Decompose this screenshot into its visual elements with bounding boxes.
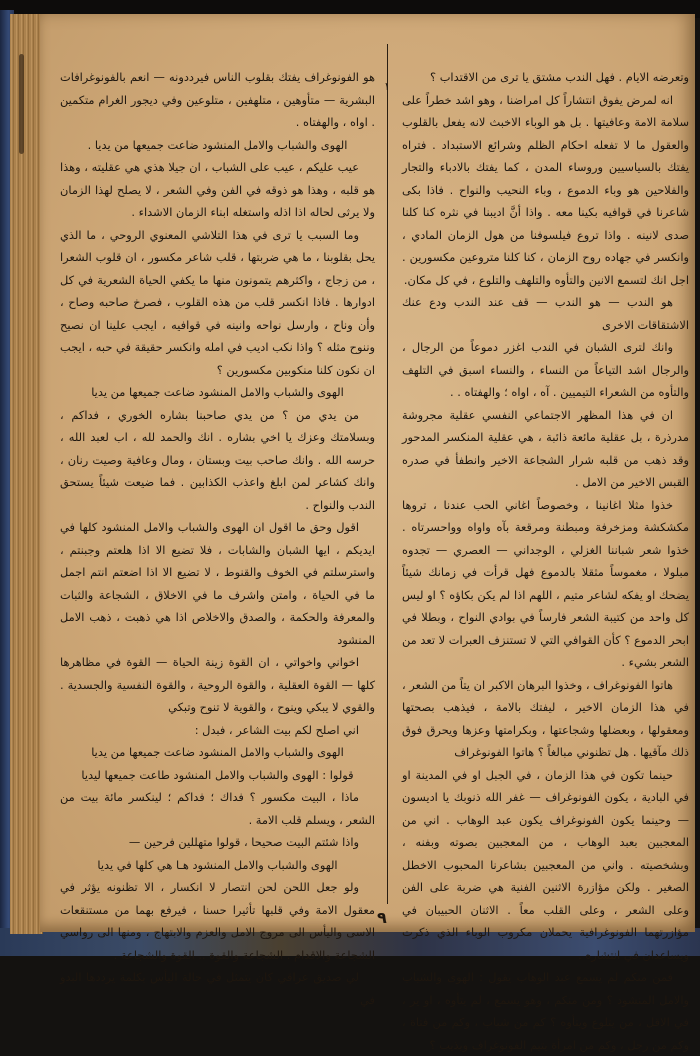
- paragraph: واذا شئتم البيت صحيحا ، قولوا متهللين فرحين —: [128, 835, 359, 849]
- paragraph: من يدي من ؟ من يدي صاحبنا بشاره الخوري ، فداكم ، وبسلامتك وعزك يا اخي بشاره . انك والحمد لله ، اب لعبد الله ، حرسه الله . وانك صاحب بيت وبستان ، ومال وعافية وصيت رنان ، وانك كشاعر لمن ابلغ واعذب الكذابين . فما ضيعت شيئاً يستحق الندب والنواح .: [60, 407, 375, 512]
- book-page: [40, 14, 695, 1052]
- right-column: [402, 66, 689, 1056]
- page-number: ٩: [377, 908, 387, 927]
- paragraph: اخواني واخواتي ، ان القوة زينة الحياة — القوة في مظاهرها كلها — القوة العقلية ، والقوة الروحية ، والقوة النفسية والجسدية . والقوي لا يبكي وينوح ، والقوية لا تنوح وتبكي: [60, 655, 375, 714]
- paragraph: هاتوا الفونوغراف ، وخذوا البرهان الاكبر ان يتاً من الشعر ، في هذا الزمان الاخير ، ليفتك بالامة ، فيذهب بصحتها ومعقولها ، وبعضلها وشجاعتها ، وبكرامتها وعزها ويحرق فوق ذلك مآقيها . هل تظنوني مبالغاً ؟ هاتوا الفونوغراف: [402, 677, 689, 759]
- paragraph: حينما تكون في هذا الزمان ، في الجبل او في المدينة او في البادية ، يكون الفونوغراف — غفر الله ذنوبك يا اديسون — وحينما يكون الفونوغراف يكون عبد الوهاب . اني من المعجبين بعبد الوهاب ، من المعجبين بصوته وبفنه ، وبشخصيته . واني من المعجبين بشاعرنا المحبوب الاخطل الصغير . ولكن مؤازرة الاثنين الفنية هي ضربة على الفن وعلى الشعر ، وعلى القلب معاً . الاثنان الحبيبان في مؤازرتهما الفونوغرافية يحملان مكروب الوباء الذي ذكرت ويساعدان في انتشاره .: [402, 767, 689, 962]
- paragraph: وانك لترى الشبان في الندب اغزر دموعاً من الرجال ، والرجال اشد التياعاً من النساء ، والنساء اسبق في التلهف والتأوه من الشعراء التيميين . آه ، اواه ؛ والهفتاه . .: [402, 340, 689, 399]
- page-edge-stain: [19, 54, 24, 154]
- paragraph: ان في هذا المظهر الاجتماعي النفسي عقلية مجروشة مدرذرة ، بل عقلية مائعة ذائبة ، هي عقلية المنكسر المدحور وقد ذهب من قلبه شرار الشجاعة الاخير وانطفأ في صدره القبس الاخير من الامل .: [402, 407, 689, 489]
- paragraph: هو الفونوغراف يفتك بقلوب الناس فيرددونه — انعم بالفونوغرافات البشرية — متأوهين ، متلهفين ، متلوعين وفي ديجور الغرام متكمين . اواه ، والهفتاه .: [60, 70, 375, 129]
- paragraph: ولو جعل اللحن لحن انتصار لا انكسار ، الا تظنونه يؤثر في معقول الامة وفي قلبها تأثيرا حسنا ، فيرفع بهما من مستنقعات الاسى واليأس الى مروج الامل والعزم والابتهاج ، ومنها الى رواسي الشجاعة والاقدام . الشجاعة والقوة .. القوة والشجاعة .: [60, 880, 375, 962]
- verse-line: الهوى والشباب والامل المنشود هـا هي كلها في يديا: [97, 857, 338, 872]
- verse-line: قولوا : الهوى والشباب والامل المنشود طاعت جميعها ليديا: [81, 767, 354, 782]
- left-column: [60, 66, 375, 1011]
- paragraph: فمن منكم لم يسمع عبد الوهاب يقول : الهوى والشباب والامل المنشود ؟ ومن منكم ، وهو يسمع ، لم يتأوه ، او ير ، في الاقل ، من يتلوع ويتأوه ؟ كم من شباب ، وكم من فتاة ، وكم من رجل ، وكم من امرأة يتيم الفونوغراف ويذيب ؟: [402, 970, 689, 1052]
- paragraph: وتعرضه الايام . فهل الندب مشتق يا ترى من الاقتداب ؟: [430, 70, 689, 84]
- column-mark: ١: [384, 80, 390, 93]
- verse-line: الهوى والشباب والامل المنشود ضاعت جميعها من يديا: [91, 745, 344, 759]
- verse-line: الهوى والشباب والامل المنشود ضاعت جميعها من يديا .: [87, 137, 348, 152]
- paragraph: خذوا مثلا اغانينا ، وخصوصاً اغاني الحب عندنا ، تروها مكشكشة ومزخرفة ومبطنة ومرقعة بآه واواه وواحسرتاه . خذوا شعر شباننا الغزلي ، الوجداني — العصري — تجدوه مبلولا ، مغموساً مثقلا بالدموع فهل قرأت في زمانك شيئاً يضحك او يفكه لشاعر متيم ، اللهم اذا لم يكن بكاؤه ؟ او ليس كل واحد من كتيبة الشعر فارساً في بوادي النواح ، وبطلا في ابحر الدموع ؟ كأن القوافي التي لا تستنزف العبرات لا تعد من الشعر بشيء .: [402, 497, 689, 669]
- paragraph: اني اصلح لكم بيت الشاعر ، فبدل :: [194, 722, 359, 737]
- column-divider: [387, 44, 388, 904]
- paragraph: وما السبب يا ترى في هذا التلاشي المعنوي الروحي ، ما الذي يحل بقلوبنا ، ما هي ضربتها ، قلب شاعر مكسور ، ان قلوب الشعرا ، من زجاج ، واكثرهم يتمونون منها ما يكفي الحياة الشعرية في كل ادوارها . فاذا انكسر قلب من هذه القلوب ، فصرخ صاحبه وصاح ، وأن وناح ، وارسل نواحه وانينه في قوافيه ، ايجب علينا ان نصيح وننوح مثله ؟ واذا نكب اديب في امله وانكسر حقيقة في حبه ، ايجب ان نكون كلنا منكوبين مكسورين ؟: [60, 227, 375, 377]
- paragraph: ماذا ، البيت مكسور ؟ فداك ؛ فداكم ؛ لينكسر مائة بيت من الشعر ، ويسلم قلب الامة .: [60, 790, 375, 827]
- paragraph: هو الندب — هو الندب — قف عند الندب ودع عنك الاشتقاقات الاخرى: [402, 295, 689, 332]
- page-edges: [10, 14, 43, 934]
- paragraph: اقول وحق ما اقول ان الهوى والشباب والامل المنشود كلها في ايديكم ، ايها الشبان والشابات ، فلا تضيع الا اذا هلعتم وجبنتم ، واسترسلتم في الخوف والقنوط ، لا تضيع الا اذا اضعتم انتم اجمل ما في الحياة ، وامتن واشرف ما في الاخلاق ، الشجاعة والثبات والمعرفة والحكمة ، والصدق والاخلاص اذا هي ذهبت ، ذهب الامل المنشود: [60, 520, 375, 647]
- paragraph: عيب عليكم ، عيب على الشباب ، ان جيلا هذي هي عقليته ، وهذا هو قلبه ، وهذا هو ذوقه في الفن وفي الشعر ، لا يصلح لهذا الزمان ولا يرثى لحاله اذا اذله واستغله ابناء الزمان الاشداء .: [60, 160, 375, 219]
- paragraph: انه لمرض يفوق انتشاراً كل امراضنا ، وهو اشد خطراً على سلامة الامة وعافيتها . بل هو الوباء الاخبث لانه يفعل بالقلوب والعقول ما لا تفعله احكام الظلم وشرائع الاستبداد . فتراه يفتك بالسياسيين وروساء المدن ، كما يفتك بالادباء والتجار والفلاحين هو وباء الدموع ، وباء النحيب والنواح . فاذا بكى شاعرنا في قوافيه بكينا معه . واذا أنَّ اديبنا في نثره كنا كلنا صدى لانينه . واذا تروع فيلسوفنا من هول الزمان المادي ، وانكسر في جهاده روح الزمان ، كنا كلنا متروعين مكسورين . اجل انك لتسمع الانين والتأوه والتلهف والتلوع ، في كل مكان.: [402, 92, 689, 287]
- verse-line: الهوى والشباب والامل المنشود ضاعت جميعها من يديا: [91, 385, 344, 399]
- paragraph: لي صديق عراقي كان يتمثل في حالة اليأس بكلمة يرددها البدو في: [60, 970, 375, 1007]
